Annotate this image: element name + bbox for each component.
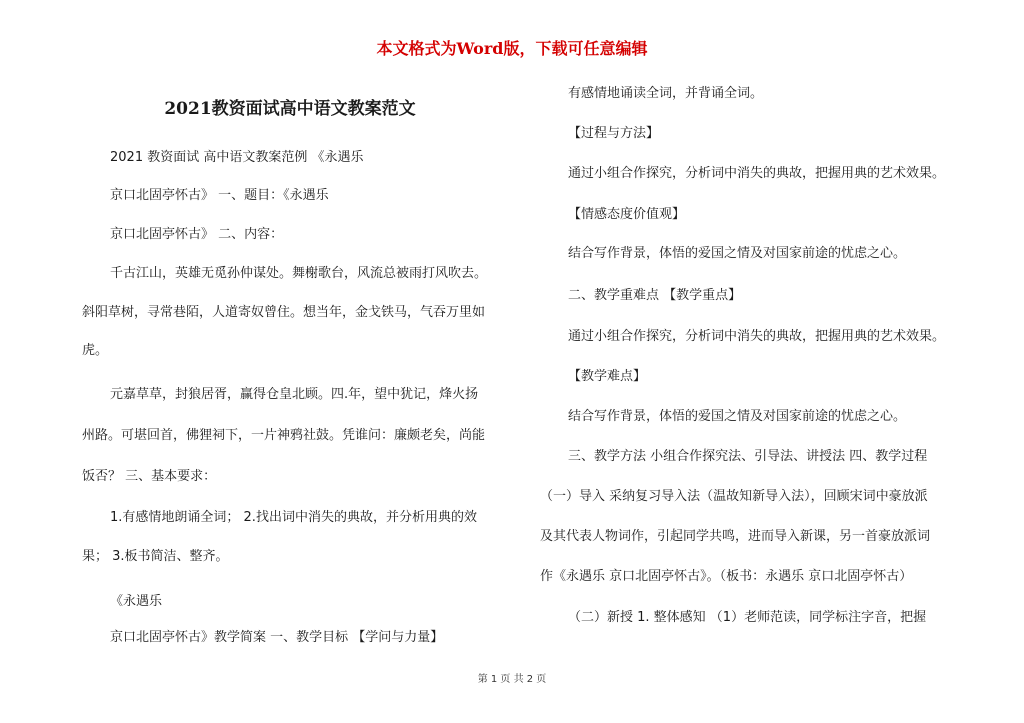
document-title: 2021教资面试高中语文教案范文 — [164, 99, 416, 119]
text-line: （一）导入 采纳复习导入法（温故知新导入法），回顾宋词中豪放派 — [540, 489, 928, 504]
text-line: 作《永遇乐 京口北固亭怀古》。（板书：永遇乐 京口北固亭怀古） — [540, 569, 913, 584]
text-line: 饭否？ 三、基本要求： — [82, 469, 217, 484]
text-line: 1.有感情地朗诵全词； 2.找出词中消失的典故，并分析用典的效 — [110, 510, 477, 525]
text-line: 【教学难点】 — [568, 369, 647, 384]
text-line: 【过程与方法】 — [568, 126, 660, 141]
text-line: （二）新授 1. 整体感知 （1）老师范读，同学标注字音，把握 — [568, 610, 927, 625]
text-line: 《永遇乐 — [110, 594, 163, 609]
text-line: 果； 3.板书简洁、整齐。 — [82, 549, 229, 564]
text-line: 及其代表人物词作，引起同学共鸣，进而导入新课，另一首豪放派词 — [540, 529, 931, 544]
text-line: 有感情地诵读全词，并背诵全词。 — [568, 86, 764, 101]
text-line: 州路。可堪回首，佛狸祠下，一片神鸦社鼓。凭谁问：廉颇老矣，尚能 — [82, 428, 486, 443]
text-line: 三、教学方法 小组合作探究法、引导法、讲授法 四、教学过程 — [568, 449, 928, 464]
text-line: 【情感态度价值观】 — [568, 207, 686, 222]
text-line: 结合写作背景，体悟的爱国之情及对国家前途的忧虑之心。 — [568, 246, 907, 261]
text-line: 千古江山，英雄无觅孙仲谋处。舞榭歌台，风流总被雨打风吹去。 — [110, 266, 488, 281]
text-line: 斜阳草树，寻常巷陌，人道寄奴曾住。想当年，金戈铁马，气吞万里如 — [82, 305, 486, 320]
text-line: 二、教学重难点 【教学重点】 — [568, 288, 742, 303]
text-line: 虎。 — [82, 343, 109, 358]
text-line: 结合写作背景，体悟的爱国之情及对国家前途的忧虑之心。 — [568, 409, 907, 424]
page-number: 第 1 页 共 2 页 — [477, 674, 547, 685]
text-line: 2021 教资面试 高中语文教案范例 《永遇乐 — [110, 150, 364, 165]
download-banner: 本文格式为Word版，下载可任意编辑 — [376, 39, 648, 58]
text-line: 通过小组合作探究，分析词中消失的典故，把握用典的艺术效果。 — [568, 166, 946, 181]
text-line: 京口北固亭怀古》 二、内容： — [110, 227, 284, 242]
text-line: 京口北固亭怀古》教学简案 一、教学目标 【学问与力量】 — [110, 630, 444, 645]
text-line: 通过小组合作探究，分析词中消失的典故，把握用典的艺术效果。 — [568, 329, 946, 344]
text-line: 京口北固亭怀古》 一、题目：《永遇乐 — [110, 188, 329, 203]
text-line: 元嘉草草，封狼居胥，赢得仓皇北顾。四.年，望中犹记，烽火扬 — [110, 387, 479, 402]
